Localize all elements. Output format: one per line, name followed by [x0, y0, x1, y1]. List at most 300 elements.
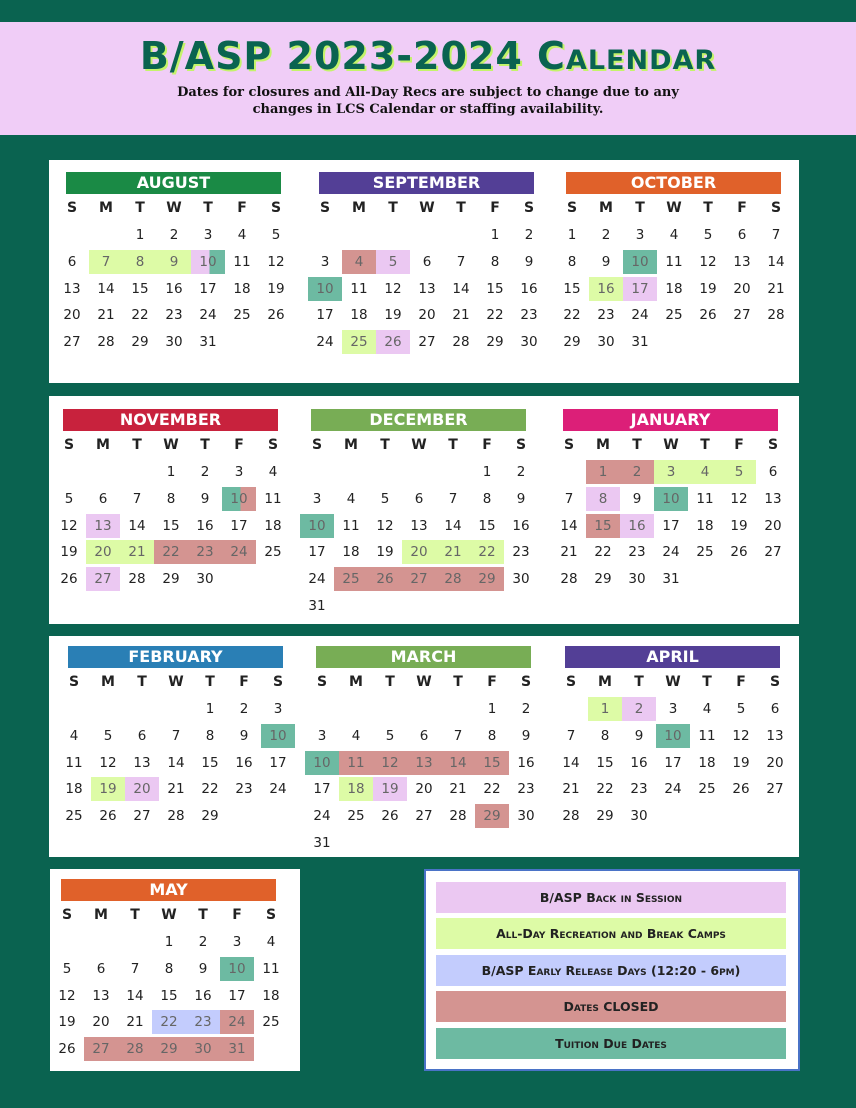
- day-cell: [436, 539, 470, 566]
- day-cell: [589, 329, 623, 356]
- day-number: 10: [308, 277, 342, 301]
- day-cell: [722, 459, 756, 486]
- day-cell: [188, 566, 222, 593]
- day-number: 23: [165, 307, 183, 324]
- day-cell: [188, 459, 222, 486]
- day-number: 17: [662, 517, 680, 534]
- day-cell: [589, 275, 623, 302]
- day-cell: [227, 776, 261, 803]
- empty-cell: [57, 696, 91, 723]
- day-number: 14: [452, 280, 470, 297]
- day-number: 26: [267, 307, 285, 324]
- day-number: 23: [517, 781, 535, 798]
- day-cell: [120, 486, 154, 513]
- day-cell: [186, 1009, 220, 1036]
- day-number: 20: [764, 517, 782, 534]
- day-cell: [222, 486, 256, 513]
- day-cell: [193, 723, 227, 750]
- day-number: 15: [486, 280, 504, 297]
- day-cell: [186, 982, 220, 1009]
- day-cell: [191, 302, 225, 329]
- day-cell: [555, 249, 589, 276]
- day-number: 25: [233, 307, 251, 324]
- day-number: 10: [191, 250, 225, 274]
- day-cell: [504, 539, 538, 566]
- day-cell: [225, 222, 259, 249]
- day-number: 22: [594, 544, 612, 561]
- month-november: [52, 409, 290, 592]
- day-cell: [300, 592, 334, 619]
- day-number: 6: [770, 701, 780, 718]
- day-number: 10: [261, 724, 295, 748]
- day-number: 5: [376, 250, 410, 274]
- day-cell: [152, 929, 186, 956]
- day-number: 16: [630, 754, 648, 771]
- weekday-label: S: [520, 674, 532, 690]
- weekday-label: W: [163, 437, 179, 453]
- day-cell: [470, 486, 504, 513]
- day-cell: [691, 302, 725, 329]
- day-cell: [623, 249, 657, 276]
- day-number: 9: [601, 254, 611, 271]
- day-cell: [256, 486, 290, 513]
- day-cell: [407, 776, 441, 803]
- day-number: 13: [764, 491, 782, 508]
- day-cell: [588, 776, 622, 803]
- day-number: 15: [563, 280, 581, 297]
- day-number: 20: [86, 540, 120, 564]
- day-cell: [444, 302, 478, 329]
- empty-cell: [436, 459, 470, 486]
- day-number: 22: [563, 307, 581, 324]
- day-cell: [261, 776, 295, 803]
- weekday-label: F: [487, 674, 497, 690]
- day-cell: [300, 539, 334, 566]
- day-cell: [57, 776, 91, 803]
- day-number: 24: [313, 808, 331, 825]
- weekday-label: W: [161, 907, 177, 923]
- empty-cell: [125, 696, 159, 723]
- day-number: 14: [126, 987, 144, 1004]
- day-number: 30: [517, 808, 535, 825]
- day-cell: [308, 249, 342, 276]
- day-number: 21: [449, 781, 467, 798]
- day-number: 6: [419, 728, 429, 745]
- day-number: 21: [452, 307, 470, 324]
- day-cell: [402, 539, 436, 566]
- day-number: 1: [482, 464, 492, 481]
- day-cell: [339, 749, 373, 776]
- empty-cell: [342, 222, 376, 249]
- day-number: 9: [521, 728, 531, 745]
- day-number: 30: [512, 571, 530, 588]
- day-number: 2: [169, 227, 179, 244]
- weekday-label: S: [61, 907, 73, 923]
- month-february: [57, 646, 295, 829]
- day-number: 24: [664, 781, 682, 798]
- day-number: 8: [586, 487, 620, 511]
- day-cell: [259, 302, 293, 329]
- day-cell: [622, 696, 656, 723]
- day-cell: [84, 1036, 118, 1063]
- day-number: 5: [271, 227, 281, 244]
- day-number: 28: [167, 808, 185, 825]
- day-cell: [55, 249, 89, 276]
- weekday-label: T: [448, 437, 458, 453]
- legend-item-session: B/ASP Back in Session: [436, 882, 786, 913]
- day-cell: [227, 749, 261, 776]
- day-number: 19: [732, 754, 750, 771]
- day-cell: [254, 929, 288, 956]
- weekday-label: S: [68, 674, 80, 690]
- day-number: 5: [703, 227, 713, 244]
- day-number: 16: [620, 514, 654, 538]
- day-number: 2: [200, 464, 210, 481]
- day-number: 25: [334, 567, 368, 591]
- day-number: 31: [308, 597, 326, 614]
- month-january: [552, 409, 790, 592]
- day-cell: [622, 776, 656, 803]
- day-number: 17: [664, 754, 682, 771]
- day-cell: [157, 222, 191, 249]
- empty-cell: [554, 696, 588, 723]
- day-number: 1: [567, 227, 577, 244]
- weekday-label: W: [416, 674, 432, 690]
- empty-cell: [410, 222, 444, 249]
- weekday-label: W: [665, 674, 681, 690]
- day-cell: [620, 566, 654, 593]
- day-cell: [478, 222, 512, 249]
- day-number: 20: [766, 754, 784, 771]
- day-number: 14: [444, 517, 462, 534]
- day-cell: [623, 329, 657, 356]
- day-cell: [554, 803, 588, 830]
- day-cell: [410, 302, 444, 329]
- day-cell: [256, 459, 290, 486]
- month-may: [50, 879, 288, 1062]
- day-cell: [376, 275, 410, 302]
- day-cell: [654, 512, 688, 539]
- day-number: 1: [586, 460, 620, 484]
- day-number: 15: [478, 517, 496, 534]
- day-number: 26: [699, 307, 717, 324]
- weekday-label: S: [270, 200, 282, 216]
- day-number: 12: [384, 280, 402, 297]
- month-october: [555, 172, 793, 355]
- day-number: 26: [368, 567, 402, 591]
- day-cell: [470, 566, 504, 593]
- day-cell: [118, 982, 152, 1009]
- weekday-label: T: [456, 200, 466, 216]
- day-cell: [589, 249, 623, 276]
- day-number: 17: [199, 280, 217, 297]
- weekday-label: T: [703, 200, 713, 216]
- day-cell: [159, 803, 193, 830]
- day-number: 24: [308, 571, 326, 588]
- empty-cell: [376, 222, 410, 249]
- day-cell: [84, 1009, 118, 1036]
- day-number: 5: [736, 701, 746, 718]
- day-number: 8: [482, 491, 492, 508]
- day-number: 18: [262, 987, 280, 1004]
- day-number: 14: [128, 517, 146, 534]
- day-number: 11: [262, 961, 280, 978]
- day-cell: [509, 723, 543, 750]
- day-cell: [261, 723, 295, 750]
- day-number: 29: [162, 571, 180, 588]
- day-number: 7: [89, 250, 123, 274]
- day-cell: [690, 749, 724, 776]
- day-cell: [191, 329, 225, 356]
- weekday-label: S: [316, 674, 328, 690]
- day-number: 16: [520, 280, 538, 297]
- day-cell: [589, 222, 623, 249]
- day-number: 6: [67, 254, 77, 271]
- day-number: 19: [267, 280, 285, 297]
- weekday-label: M: [596, 437, 610, 453]
- day-cell: [159, 749, 193, 776]
- empty-cell: [89, 222, 123, 249]
- day-number: 8: [164, 961, 174, 978]
- empty-cell: [86, 459, 120, 486]
- day-cell: [620, 539, 654, 566]
- day-number: 3: [320, 254, 330, 271]
- day-cell: [512, 222, 546, 249]
- day-number: 22: [201, 781, 219, 798]
- weekday-label: T: [200, 437, 210, 453]
- day-cell: [188, 486, 222, 513]
- day-cell: [688, 512, 722, 539]
- day-cell: [57, 723, 91, 750]
- day-cell: [55, 302, 89, 329]
- day-number: 18: [350, 307, 368, 324]
- day-cell: [441, 749, 475, 776]
- day-number: 19: [91, 777, 125, 801]
- day-cell: [308, 302, 342, 329]
- weekday-label: S: [566, 200, 578, 216]
- day-cell: [193, 696, 227, 723]
- day-cell: [125, 723, 159, 750]
- day-number: 20: [733, 280, 751, 297]
- weekday-label: M: [101, 674, 115, 690]
- day-number: 22: [596, 781, 614, 798]
- day-cell: [261, 696, 295, 723]
- day-cell: [225, 302, 259, 329]
- day-cell: [373, 803, 407, 830]
- day-number: 17: [313, 781, 331, 798]
- day-cell: [758, 749, 792, 776]
- weekday-label: T: [635, 200, 645, 216]
- day-cell: [656, 723, 690, 750]
- day-number: 2: [620, 460, 654, 484]
- day-cell: [188, 512, 222, 539]
- day-cell: [193, 803, 227, 830]
- weekday-label: T: [385, 674, 395, 690]
- day-cell: [436, 566, 470, 593]
- day-number: 5: [103, 728, 113, 745]
- day-number: 28: [128, 571, 146, 588]
- day-number: 11: [698, 728, 716, 745]
- weekday-label: W: [419, 200, 435, 216]
- day-cell: [225, 275, 259, 302]
- day-number: 25: [342, 330, 376, 354]
- day-number: 27: [764, 544, 782, 561]
- day-number: 28: [449, 808, 467, 825]
- day-number: 24: [220, 1010, 254, 1034]
- day-number: 4: [69, 728, 79, 745]
- day-number: 30: [196, 571, 214, 588]
- day-number: 29: [201, 808, 219, 825]
- legend-item-tuition: Tuition Due Dates: [436, 1028, 786, 1059]
- day-cell: [441, 723, 475, 750]
- day-number: 20: [402, 540, 436, 564]
- weekday-label: T: [135, 200, 145, 216]
- day-number: 30: [597, 334, 615, 351]
- day-number: 4: [266, 934, 276, 951]
- empty-cell: [444, 222, 478, 249]
- day-cell: [724, 749, 758, 776]
- day-number: 22: [470, 540, 504, 564]
- day-number: 22: [131, 307, 149, 324]
- weekday-label: S: [523, 200, 535, 216]
- day-cell: [305, 829, 339, 856]
- day-number: 4: [351, 728, 361, 745]
- empty-cell: [441, 696, 475, 723]
- day-number: 8: [490, 254, 500, 271]
- day-number: 17: [623, 277, 657, 301]
- month-header: OCTOBER: [566, 172, 781, 194]
- day-number: 9: [516, 491, 526, 508]
- empty-cell: [50, 929, 84, 956]
- weekday-label: S: [565, 674, 577, 690]
- day-number: 9: [239, 728, 249, 745]
- day-cell: [152, 956, 186, 983]
- day-number: 14: [441, 751, 475, 775]
- weekday-label: W: [168, 674, 184, 690]
- day-cell: [55, 329, 89, 356]
- weekday-label: M: [349, 674, 363, 690]
- day-cell: [339, 776, 373, 803]
- day-cell: [759, 275, 793, 302]
- day-number: 4: [268, 464, 278, 481]
- day-number: 26: [730, 544, 748, 561]
- month-header: AUGUST: [66, 172, 281, 194]
- empty-cell: [339, 696, 373, 723]
- day-number: 8: [123, 250, 157, 274]
- day-cell: [89, 275, 123, 302]
- day-number: 14: [560, 517, 578, 534]
- day-cell: [410, 329, 444, 356]
- day-cell: [227, 696, 261, 723]
- day-number: 10: [300, 514, 334, 538]
- month-december: [300, 409, 538, 619]
- day-cell: [509, 696, 543, 723]
- day-number: 27: [766, 781, 784, 798]
- day-cell: [305, 803, 339, 830]
- day-cell: [334, 512, 368, 539]
- day-cell: [622, 749, 656, 776]
- day-cell: [373, 749, 407, 776]
- day-number: 5: [380, 491, 390, 508]
- day-number: 9: [632, 491, 642, 508]
- day-cell: [555, 329, 589, 356]
- day-cell: [339, 803, 373, 830]
- day-cell: [555, 222, 589, 249]
- day-cell: [509, 776, 543, 803]
- day-number: 25: [665, 307, 683, 324]
- day-cell: [120, 566, 154, 593]
- day-number: 27: [63, 334, 81, 351]
- day-number: 11: [696, 491, 714, 508]
- day-cell: [308, 329, 342, 356]
- weekday-label: T: [380, 437, 390, 453]
- day-number: 7: [132, 491, 142, 508]
- day-number: 13: [92, 987, 110, 1004]
- day-number: 10: [220, 957, 254, 981]
- day-cell: [91, 803, 125, 830]
- day-number: 3: [234, 464, 244, 481]
- weekday-label: F: [239, 674, 249, 690]
- day-cell: [657, 222, 691, 249]
- day-cell: [586, 566, 620, 593]
- day-number: 6: [414, 491, 424, 508]
- day-cell: [334, 486, 368, 513]
- weekday-label: F: [736, 674, 746, 690]
- weekday-label: F: [237, 200, 247, 216]
- day-number: 24: [269, 781, 287, 798]
- weekday-label: T: [205, 674, 215, 690]
- day-number: 24: [222, 540, 256, 564]
- day-cell: [89, 329, 123, 356]
- day-cell: [554, 776, 588, 803]
- day-cell: [722, 486, 756, 513]
- day-number: 26: [376, 330, 410, 354]
- day-number: 6: [137, 728, 147, 745]
- day-number: 21: [126, 1014, 144, 1031]
- day-cell: [89, 249, 123, 276]
- day-cell: [89, 302, 123, 329]
- day-cell: [368, 486, 402, 513]
- day-cell: [725, 302, 759, 329]
- empty-cell: [407, 696, 441, 723]
- weekday-label: F: [234, 437, 244, 453]
- day-cell: [657, 275, 691, 302]
- day-number: 23: [628, 544, 646, 561]
- day-cell: [91, 723, 125, 750]
- day-number: 25: [347, 808, 365, 825]
- day-cell: [152, 982, 186, 1009]
- day-number: 6: [96, 961, 106, 978]
- day-number: 14: [97, 280, 115, 297]
- day-cell: [512, 302, 546, 329]
- day-number: 13: [733, 254, 751, 271]
- day-cell: [186, 956, 220, 983]
- day-cell: [725, 249, 759, 276]
- day-cell: [402, 486, 436, 513]
- day-number: 29: [594, 571, 612, 588]
- day-cell: [123, 249, 157, 276]
- day-number: 22: [483, 781, 501, 798]
- day-cell: [690, 723, 724, 750]
- day-number: 28: [560, 571, 578, 588]
- day-number: 31: [199, 334, 217, 351]
- day-cell: [586, 459, 620, 486]
- day-cell: [509, 803, 543, 830]
- day-cell: [225, 249, 259, 276]
- day-number: 27: [415, 808, 433, 825]
- day-number: 5: [62, 961, 72, 978]
- day-number: 29: [131, 334, 149, 351]
